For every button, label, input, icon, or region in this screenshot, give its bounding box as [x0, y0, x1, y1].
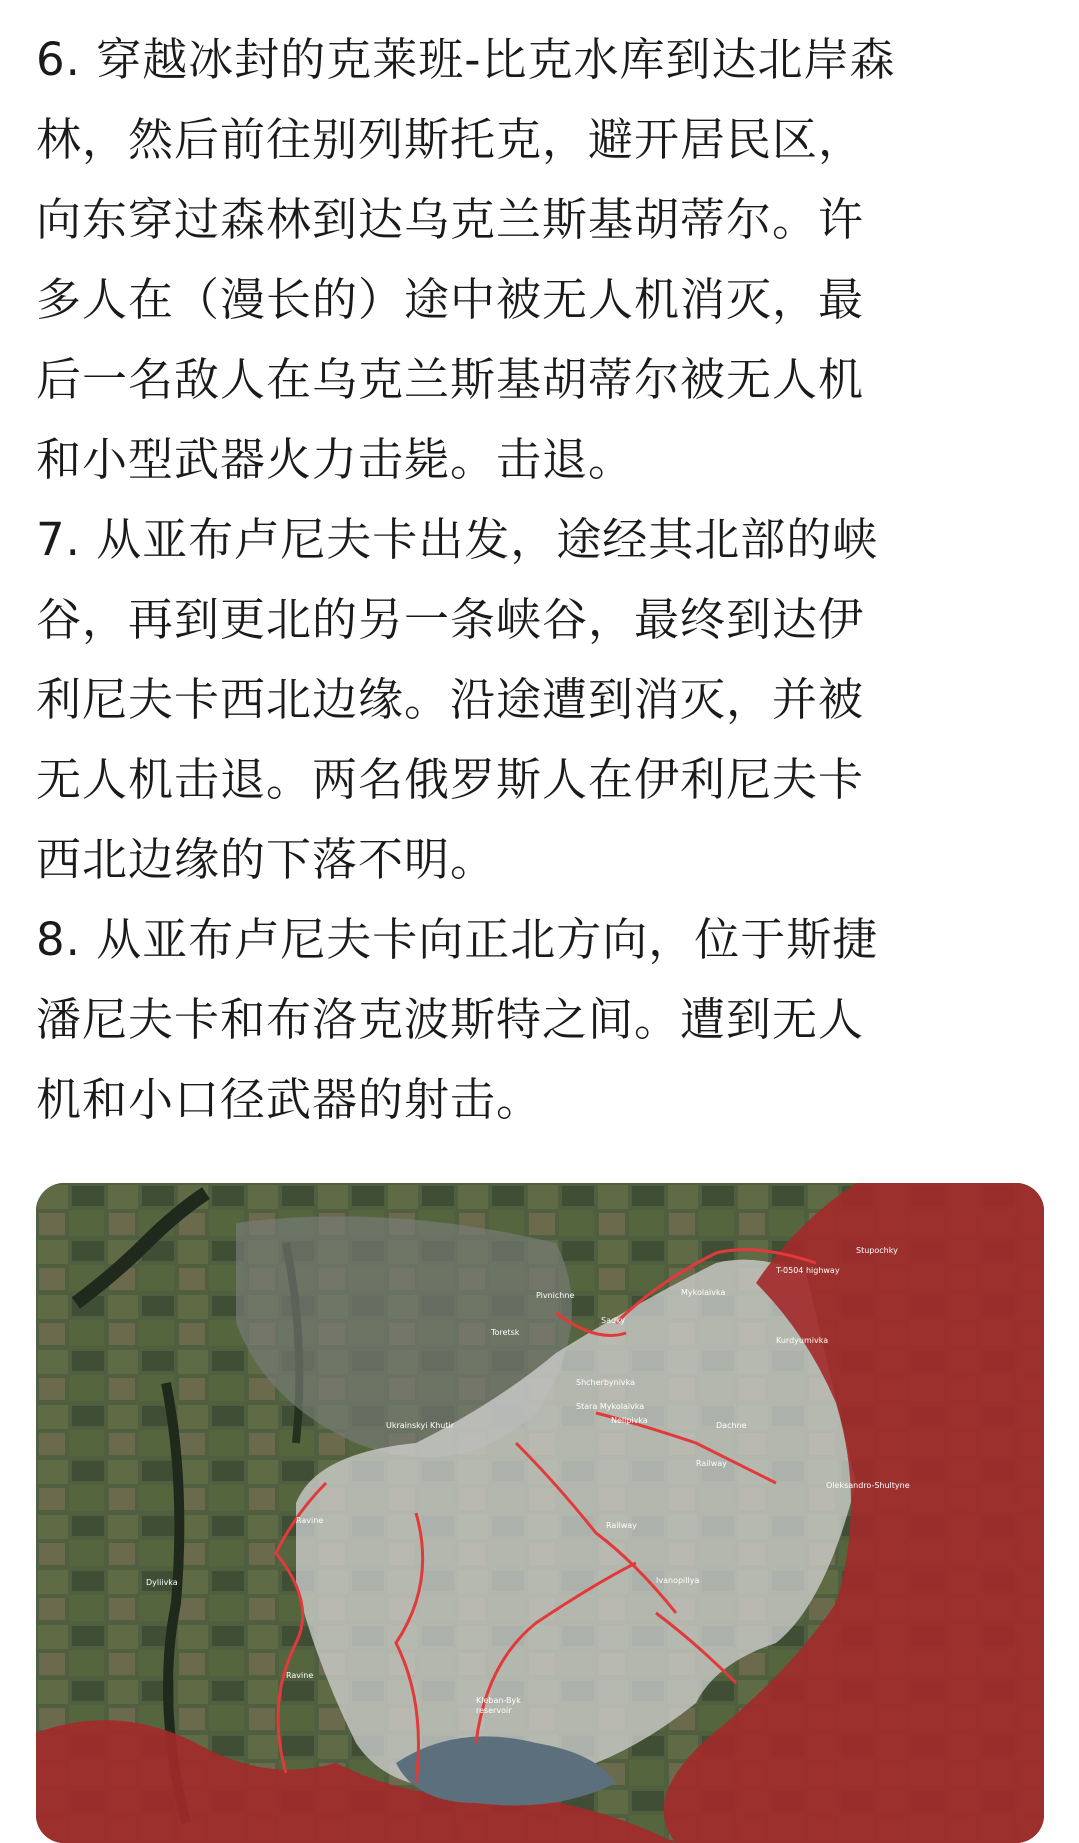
text-line: 和小型武器火力击毙。击退。 [36, 433, 635, 486]
text-line: 谷，再到更北的另一条峡谷，最终到达伊 [36, 593, 865, 646]
text-line: 7. 从亚布卢尼夫卡出发，途经其北部的峡 [36, 513, 879, 566]
map-label: Ravine [286, 1671, 314, 1680]
text-line: 8. 从亚布卢尼夫卡向正北方向，位于斯捷 [36, 913, 879, 966]
text-line: 利尼夫卡西北边缘。沿途遭到消灭，并被 [36, 673, 865, 726]
text-line: 多人在（漫长的）途中被无人机消灭，最 [36, 273, 865, 326]
map-label: Kleban-Byk [476, 1696, 521, 1705]
post-body [36, 20, 1046, 1140]
map-label: Railway [606, 1521, 637, 1530]
text-line: 无人机击退。两名俄罗斯人在伊利尼夫卡 [36, 753, 865, 806]
map-label: Mykolaivka [681, 1288, 726, 1297]
map-label: T-0504 highway [776, 1266, 840, 1275]
map-label: Oleksandro-Shultyne [826, 1481, 910, 1490]
frontline-map [36, 1183, 1044, 1843]
map-label: Stara Mykolaivka [576, 1402, 645, 1411]
map-label: Kurdyumivka [776, 1336, 829, 1345]
map-label: Nelipivka [611, 1416, 648, 1425]
map-label: Ukrainskyi Khutir [386, 1421, 455, 1430]
map-label: Ravine [296, 1516, 324, 1525]
paragraph-8 [36, 900, 1046, 1140]
paragraph-6 [36, 20, 1046, 500]
text-line: 机和小口径武器的射击。 [36, 1073, 543, 1126]
map-label: Railway [696, 1459, 727, 1468]
map-label: Shcherbynivka [576, 1378, 636, 1387]
text-line: 林，然后前往别列斯托克，避开居民区， [36, 113, 865, 166]
text-line: 向东穿过森林到达乌克兰斯基胡蒂尔。许 [36, 193, 865, 246]
text-line: 后一名敌人在乌克兰斯基胡蒂尔被无人机 [36, 353, 865, 406]
map-label: reservoir [476, 1706, 512, 1715]
map-label: Pivnichne [536, 1291, 575, 1300]
map-label: Ivanopillya [656, 1576, 700, 1585]
text-line: 6. 穿越冰封的克莱班-比克水库到达北岸森 [36, 33, 896, 86]
text-line: 潘尼夫卡和布洛克波斯特之间。遭到无人 [36, 993, 865, 1046]
map-label: Dyliivka [146, 1578, 178, 1587]
map-label: Sadky [601, 1316, 626, 1325]
text-line: 西北边缘的下落不明。 [36, 833, 497, 886]
map-label: Toretsk [491, 1328, 520, 1337]
map-label: Dachne [716, 1421, 747, 1430]
map-image[interactable] [36, 1183, 1044, 1843]
paragraph-7 [36, 500, 1046, 900]
map-label: Stupochky [856, 1246, 898, 1255]
